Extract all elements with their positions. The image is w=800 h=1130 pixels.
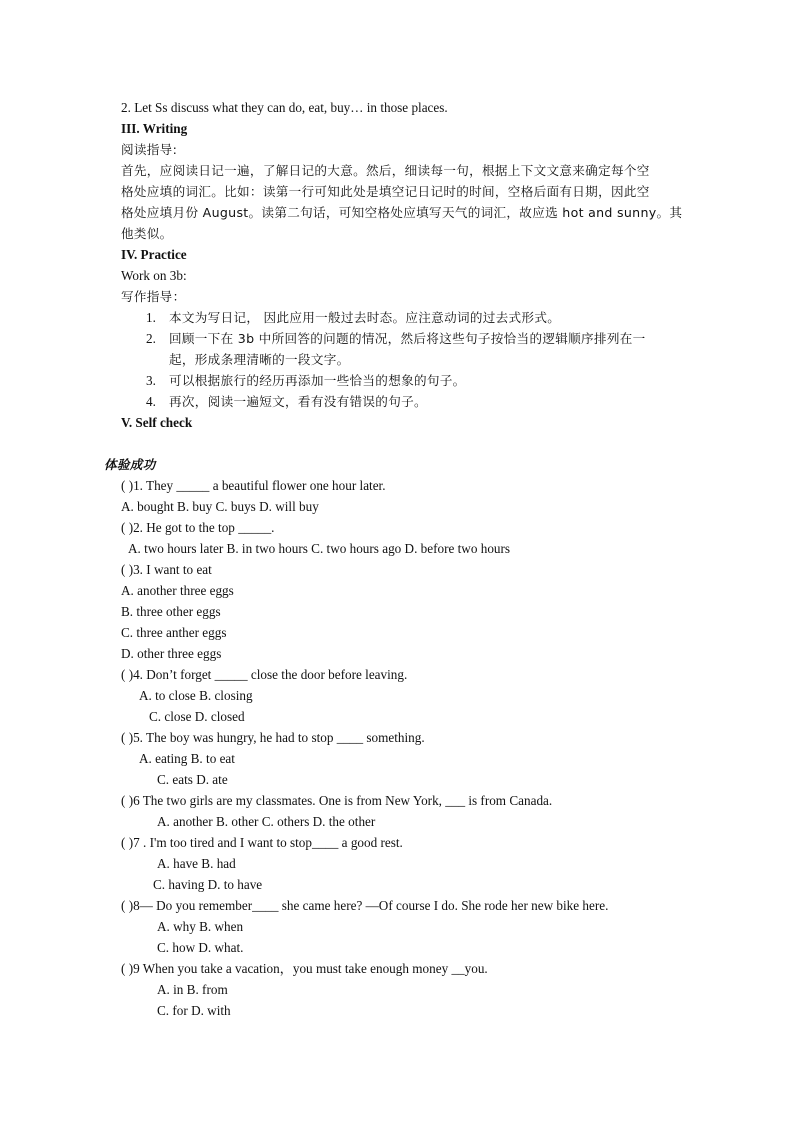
question: ( )2. He got to the top _____.	[121, 520, 275, 535]
reading-guide-line: 首先，应阅读日记一遍，了解日记的大意。然后，细读每一句，根据上下文文意来确定每个空	[121, 163, 650, 178]
instruction-line: 2. Let Ss discuss what they can do, eat, buy… in those places.	[121, 100, 448, 115]
reading-guide-line: 他类似。	[121, 226, 173, 241]
option: D. other three eggs	[121, 646, 222, 661]
options: C. having D. to have	[153, 877, 263, 892]
option: C. three anther eggs	[121, 625, 227, 640]
list-item: 回顾一下在 3b 中所回答的问题的情况，然后将这些句子按恰当的逻辑顺序排列在一	[169, 331, 646, 346]
list-item-continuation: 起，形成条理清晰的一段文字。	[169, 352, 350, 367]
section-heading-practice: IV. Practice	[121, 247, 187, 262]
reading-guide-label: 阅读指导:	[121, 142, 178, 157]
options: A. eating B. to eat	[139, 751, 235, 766]
options: A. bought B. buy C. buys D. will buy	[121, 499, 319, 514]
options: C. how D. what.	[157, 940, 244, 955]
options: A. two hours later B. in two hours C. two hours ago D. before two hours	[128, 541, 511, 556]
question: ( )4. Don’t forget _____ close the door before leaving.	[121, 667, 408, 682]
list-number: 4.	[146, 394, 156, 409]
options: A. to close B. closing	[139, 688, 253, 703]
list-item: 再次，阅读一遍短文，看有没有错误的句子。	[169, 394, 427, 409]
list-number: 1.	[146, 310, 156, 325]
question: ( )3. I want to eat	[121, 562, 212, 577]
section-heading-self-check: V. Self check	[121, 415, 193, 430]
options: C. eats D. ate	[157, 772, 228, 787]
option: A. another three eggs	[121, 583, 234, 598]
work-on-line: Work on 3b:	[121, 268, 187, 283]
options: A. another B. other C. others D. the other	[157, 814, 376, 829]
options: A. why B. when	[157, 919, 244, 934]
exercise-title: 体验成功	[104, 457, 156, 472]
list-item: 本文为写日记， 因此应用一般过去时态。应注意动词的过去式形式。	[169, 310, 561, 325]
options: C. for D. with	[157, 1003, 231, 1018]
question: ( )8— Do you remember____ she came here? —Of course I do. She rode her new bike here.	[121, 898, 609, 913]
options: A. have B. had	[157, 856, 236, 871]
question: ( )9 When you take a vacation，you must take enough money __you.	[121, 961, 488, 976]
list-item: 可以根据旅行的经历再添加一些恰当的想象的句子。	[169, 373, 466, 388]
question: ( )6 The two girls are my classmates. One is from New York, ___ is from Canada.	[121, 793, 553, 808]
list-number: 2.	[146, 331, 156, 346]
option: B. three other eggs	[121, 604, 221, 619]
writing-guide-label: 写作指导：	[121, 289, 186, 304]
question: ( )7 . I'm too tired and I want to stop____ a good rest.	[121, 835, 403, 850]
reading-guide-line: 格处应填月份 August。读第二句话，可知空格处应填写天气的词汇，故应选 hot and sunny。其	[121, 205, 683, 220]
question: ( )1. They _____ a beautiful flower one hour later.	[121, 478, 386, 493]
reading-guide-line: 格处应填的词汇。比如：读第一行可知此处是填空记日记时的时间，空格后面有日期，因此空	[121, 184, 650, 199]
options: C. close D. closed	[149, 709, 245, 724]
options: A. in B. from	[157, 982, 228, 997]
section-heading-writing: III. Writing	[121, 121, 188, 136]
list-number: 3.	[146, 373, 156, 388]
question: ( )5. The boy was hungry, he had to stop ____ something.	[121, 730, 425, 745]
